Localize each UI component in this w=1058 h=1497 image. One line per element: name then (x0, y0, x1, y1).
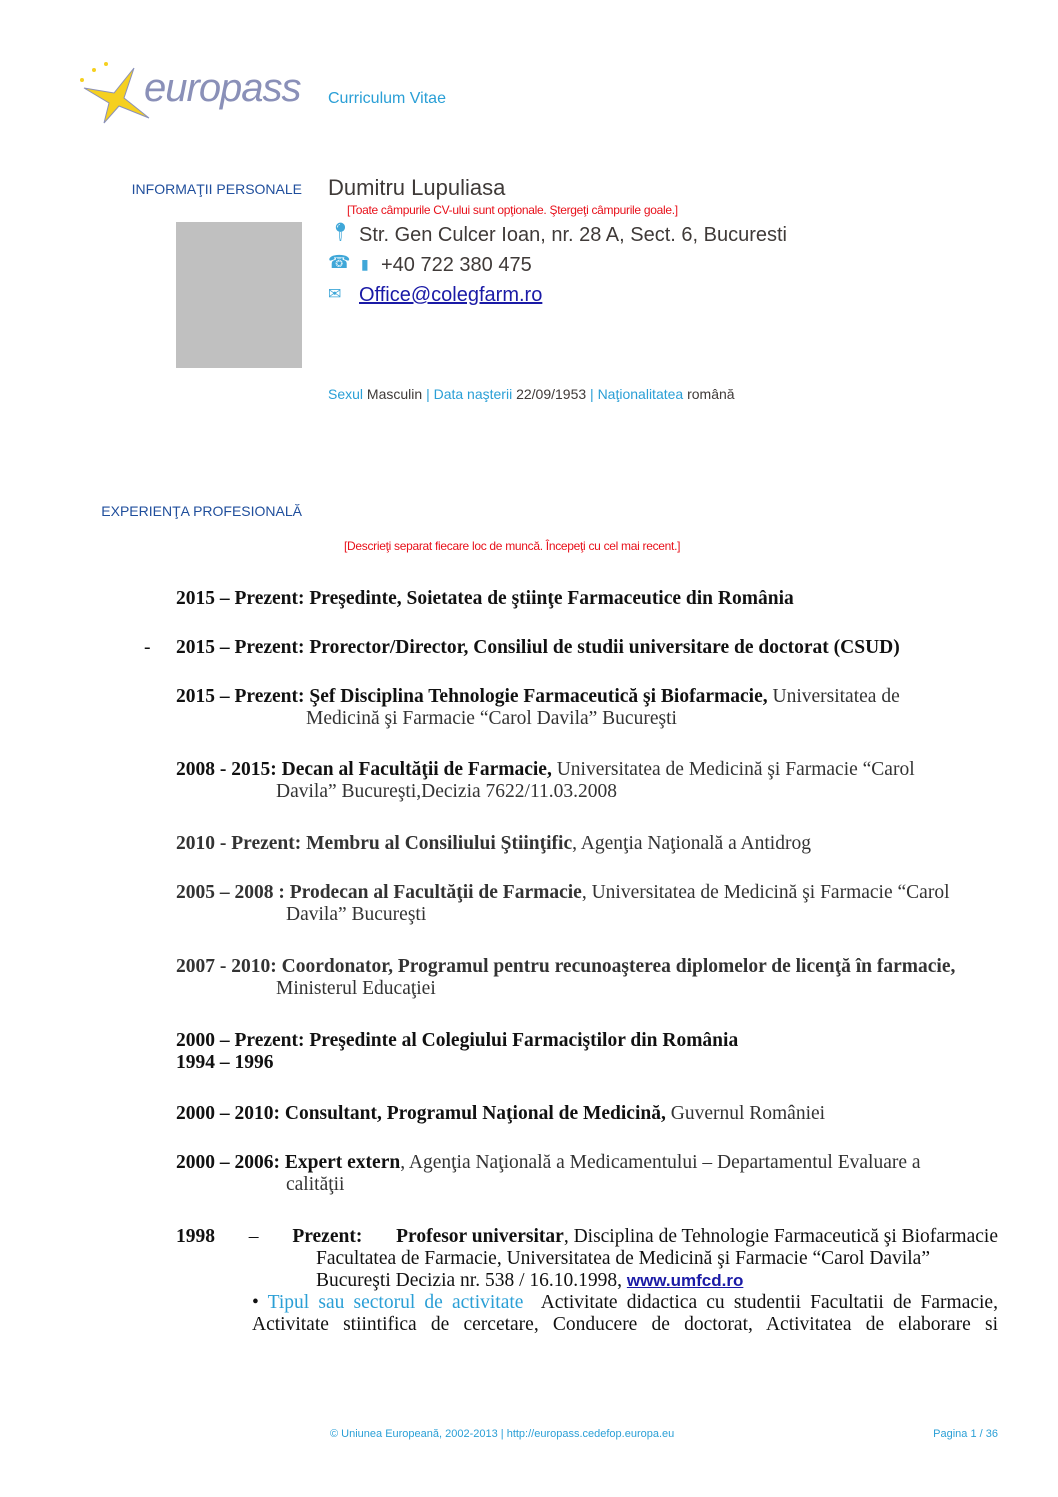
entry-title: 2005 – 2008 : Prodecan al Facultăţii de Farmacie (176, 882, 582, 903)
entry-title: 2015 – Prezent: Şef Disciplina Tehnologie Farmaceutică şi Biofarmacie, (176, 686, 768, 707)
experience-entry (144, 637, 900, 659)
email-link[interactable]: Office@colegfarm.ro (359, 284, 543, 306)
entry-role: Profesor universitar (396, 1226, 564, 1247)
entry-line (176, 1152, 921, 1174)
experience-entry (176, 588, 794, 610)
entry-detail: , Universitatea de Medicină şi Farmacie “Carol (581, 882, 950, 903)
entry-line (176, 588, 794, 610)
experience-entry (176, 956, 955, 1000)
location-pin-icon: 📍︎ (329, 222, 352, 242)
entry-title: 2007 - 2010: Coordonator, Programul pentru recunoaşterea diplomelor de licenţă în farmacie, (176, 956, 956, 977)
entry-cont: Facultatea de Farmacie, Universitatea de Medicină şi Farmacie “Carol Davila” (316, 1248, 930, 1269)
entry-line (176, 1226, 998, 1248)
list-dash: - (144, 637, 151, 658)
footer-copyright: © Uniunea Europeană, 2002-2013 | http://europass.cedefop.europa.eu (330, 1428, 675, 1440)
sector-line-2: Activitate stiintifica de cercetare, Conducere de doctorat, Activitatea de elaborare si (252, 1314, 998, 1335)
entry-cont (316, 1270, 998, 1292)
entry-line (176, 759, 915, 781)
experience-entry (176, 686, 900, 730)
entry-title: 2008 - 2015: Decan al Facultăţii de Farmacie, (176, 759, 552, 780)
nationality-label: | Naţionalitatea (590, 386, 684, 402)
experience-entry (176, 882, 949, 926)
entry-line (176, 686, 900, 708)
entry-detail: Universitatea de (767, 686, 900, 707)
section-experience: EXPERIENŢA PROFESIONALĂ (101, 503, 302, 519)
entry-cont: Davila” Bucureşti,Decizia 7622/11.03.2008 (276, 781, 617, 802)
optional-fields-note: [Toate câmpurile CV-ului sunt opţionale. Ştergeţi câmpurile goale.] (347, 203, 678, 217)
entry-line (176, 956, 955, 978)
entry-line (176, 882, 949, 904)
experience-entry-professor (176, 1226, 998, 1336)
entry-title: 2000 – Prezent: Preşedinte al Colegiului Farmaciştilor din România (176, 1030, 739, 1051)
experience-entry (176, 1030, 738, 1074)
entry-period: 1994 – 1996 (176, 1052, 274, 1073)
entry-cont: Ministerul Educaţiei (276, 978, 436, 999)
entry-line (176, 1103, 825, 1125)
phone-number: +40 722 380 475 (381, 254, 532, 276)
entry-title: 2000 – 2006: Expert extern (176, 1152, 401, 1173)
personal-meta (328, 386, 735, 402)
entry-cont: Davila” Bucureşti (286, 904, 427, 925)
email-icon: ✉ (328, 286, 342, 303)
entry-year: 1998 (176, 1226, 215, 1247)
dob-label: | Data naşterii (426, 386, 513, 402)
document-title: Curriculum Vitae (328, 90, 446, 107)
page-number: Pagina 1 / 36 (933, 1428, 998, 1440)
person-name: Dumitru Lupuliasa (328, 175, 506, 200)
sector-text: Activitate didactica cu studentii Facultatii de Farmacie, (540, 1292, 998, 1313)
entry-period: Prezent: (292, 1226, 363, 1247)
entry-cont: Medicină şi Farmacie “Carol Davila” Bucureşti (306, 708, 677, 729)
photo-placeholder (176, 222, 302, 368)
europass-logo: europass (74, 58, 304, 128)
experience-entry (176, 833, 811, 855)
umfcd-link[interactable]: www.umfcd.ro (626, 1271, 744, 1290)
entry-line (176, 1030, 738, 1052)
entry-title: 2015 – Prezent: Prorector/Director, Consiliul de studii universitare de doctorat (CSUD) (176, 637, 900, 658)
experience-entry (176, 1103, 825, 1125)
nationality-value: română (687, 386, 735, 402)
entry-detail: Guvernul României (665, 1103, 826, 1124)
experience-entry (176, 759, 915, 803)
entry-title: 2010 - Prezent: Membru al Consiliului Ştiinţific (176, 833, 573, 854)
entry-detail: , Agenţia Naţională a Antidrog (572, 833, 811, 854)
address: Str. Gen Culcer Ioan, nr. 28 A, Sect. 6, Bucuresti (359, 224, 787, 246)
phone-icon: ☎ (328, 252, 351, 272)
mobile-icon: ▮ (361, 256, 369, 272)
experience-entry (176, 1152, 921, 1196)
entry-detail: , Agenţia Naţională a Medicamentului – Departamentul Evaluare a (400, 1152, 921, 1173)
entry-title: 2015 – Prezent: Preşedinte, Soietatea de ştiinţe Farmaceutice din România (176, 588, 794, 609)
section-personal-info: INFORMAŢII PERSONALE (131, 181, 302, 197)
entry-line (176, 637, 900, 659)
sex-label: Sexul (328, 386, 364, 402)
sector-line: • Tipul sau sectorul de activitate Activitate didactica cu studentii Facultatii de Farmacie, (252, 1292, 998, 1313)
entry-title: 2000 – 2010: Consultant, Programul Naţional de Medicină, (176, 1103, 666, 1124)
entry-detail: Universitatea de Medicină şi Farmacie “Carol (551, 759, 915, 780)
entry-decision: Bucureşti Decizia nr. 538 / 16.10.1998, (316, 1270, 627, 1291)
dob-value: 22/09/1953 (516, 386, 587, 402)
sector-label: Tipul sau sectorul de activitate (267, 1292, 524, 1313)
experience-note: [Descrieţi separat fiecare loc de muncă. Începeţi cu cel mai recent.] (344, 539, 681, 553)
entry-line (176, 833, 811, 855)
entry-dash: – (248, 1226, 259, 1247)
europass-star-figure-icon (74, 58, 154, 128)
entry-detail: , Disciplina de Tehnologie Farmaceutică şi Biofarmacie (563, 1226, 998, 1247)
entry-cont: calităţii (286, 1174, 345, 1195)
sex-value: Masculin (366, 386, 423, 402)
